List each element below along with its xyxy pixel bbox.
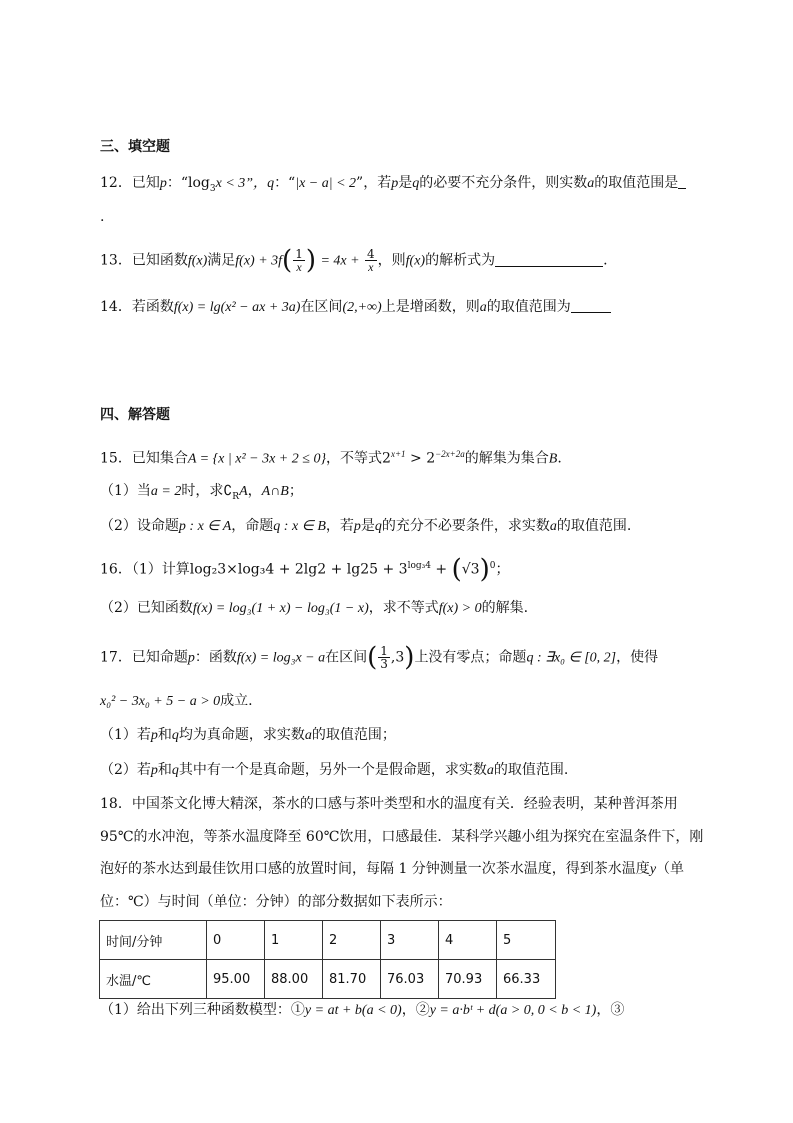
question-17: 17．已知命题p：函数f(x) = log₃x − a在区间( $\frac{1}{3}$ ,3)上没有零点；命题q : ∃x₀ ∈ [0, 2]，使得 [100,642,659,673]
question-17-line-2: x₀² − 3x₀ + 5 − a > 0成立. [100,693,253,709]
question-18-line-1: 18．中国茶文化博大精深，茶水的口感与茶叶类型和水的温度有关．经验表明，某种普洱茶用 [100,796,678,812]
question-15-part-2: （2）设命题p : x ∈ A，命题q : x ∈ B，若p是q的充分不必要条件，求实数a的取值范围. [100,518,632,534]
question-14: 14．若函数f(x) = lg(x² − ax + 3a)在区间(2,+∞)上是增函数，则a的取值范围为 [100,297,611,318]
table-cell: 3 [381,921,439,960]
question-12-continuation: . [100,209,105,225]
answer-blank[interactable] [495,252,603,267]
fraction-one-third: $\frac{1}{3}$ [380,644,388,671]
question-17-part-2: （2）若p和q其中有一个是真命题，另外一个是假命题，求实数a的取值范围. [100,762,569,778]
question-15-part-1: （1）当a = 2时，求$∁_RA$，A∩B； [100,483,303,502]
table-row [100,921,556,960]
question-18-part-1: （1）给出下列三种函数模型：①y = at + b(a < 0)，②y = a·bᵗ + d(a > 0, 0 < b < 1)，③ [100,1002,625,1018]
question-12: 12．已知p：“$\log_3x < 3$”，q：“|x − a| < 2”，若p是q的必要不充分条件，则实数a的取值范围是 [100,173,686,199]
answer-blank[interactable] [571,298,611,313]
table-cell: 81.70 [323,960,381,999]
fraction-one-over-x: $\frac{1}{x}$ [295,247,303,274]
table-cell: 95.00 [207,960,265,999]
answer-blank[interactable] [678,174,686,189]
temperature-table [99,920,556,999]
table-cell: 2 [323,921,381,960]
table-cell: 66.33 [497,960,556,999]
table-header-cell: 水温/℃ [100,960,207,999]
question-13: 13．已知函数f(x)满足f(x) + 3f( $\frac{1}{x}$ ) = 4x + $\frac{4}{x}$ ，则f(x)的解析式为 . [100,245,608,276]
table-cell: 88.00 [265,960,323,999]
section-title-fill-in: 三、填空题 [100,139,170,155]
table-cell: 70.93 [439,960,497,999]
table-header-cell: 时间/分钟 [100,921,207,960]
question-18-line-2: 95℃的水冲泡，等茶水温度降至 60℃饮用，口感最佳．某科学兴趣小组为探究在室温条件下，刚 [100,829,704,845]
question-15: 15．已知集合A = {x | x² − 3x + 2 ≤ 0}，不等式$2^{x+1} > 2^{-2x+2a}$的解集为集合B. [100,449,562,467]
fraction-four-over-x: $\frac{4}{x}$ [367,247,375,274]
table-row [100,960,556,999]
question-17-part-1: （1）若p和q均为真命题，求实数a的取值范围； [100,727,396,743]
section-title-answer: 四、解答题 [100,407,170,423]
table-cell: 76.03 [381,960,439,999]
question-16-part-2: （2）已知函数f(x) = log₃(1 + x) − log₃(1 − x)，求不等式f(x) > 0的解集. [100,600,529,616]
table-cell: 4 [439,921,497,960]
table-cell: 1 [265,921,323,960]
question-18-line-3: 泡好的茶水达到最佳饮用口感的放置时间，每隔 1 分钟测量一次茶水温度，得到茶水温度y（单 [100,861,685,877]
table-cell: 0 [207,921,265,960]
question-16: 16．（1）计算$\log_23\times\log_34 + 2\lg 2 + \lg 25 + 3^{log_34} + (√3)^0$； [100,554,510,585]
question-18-line-4: 位：℃）与时间（单位：分钟）的部分数据如下表所示： [100,894,452,910]
table-cell: 5 [497,921,556,960]
